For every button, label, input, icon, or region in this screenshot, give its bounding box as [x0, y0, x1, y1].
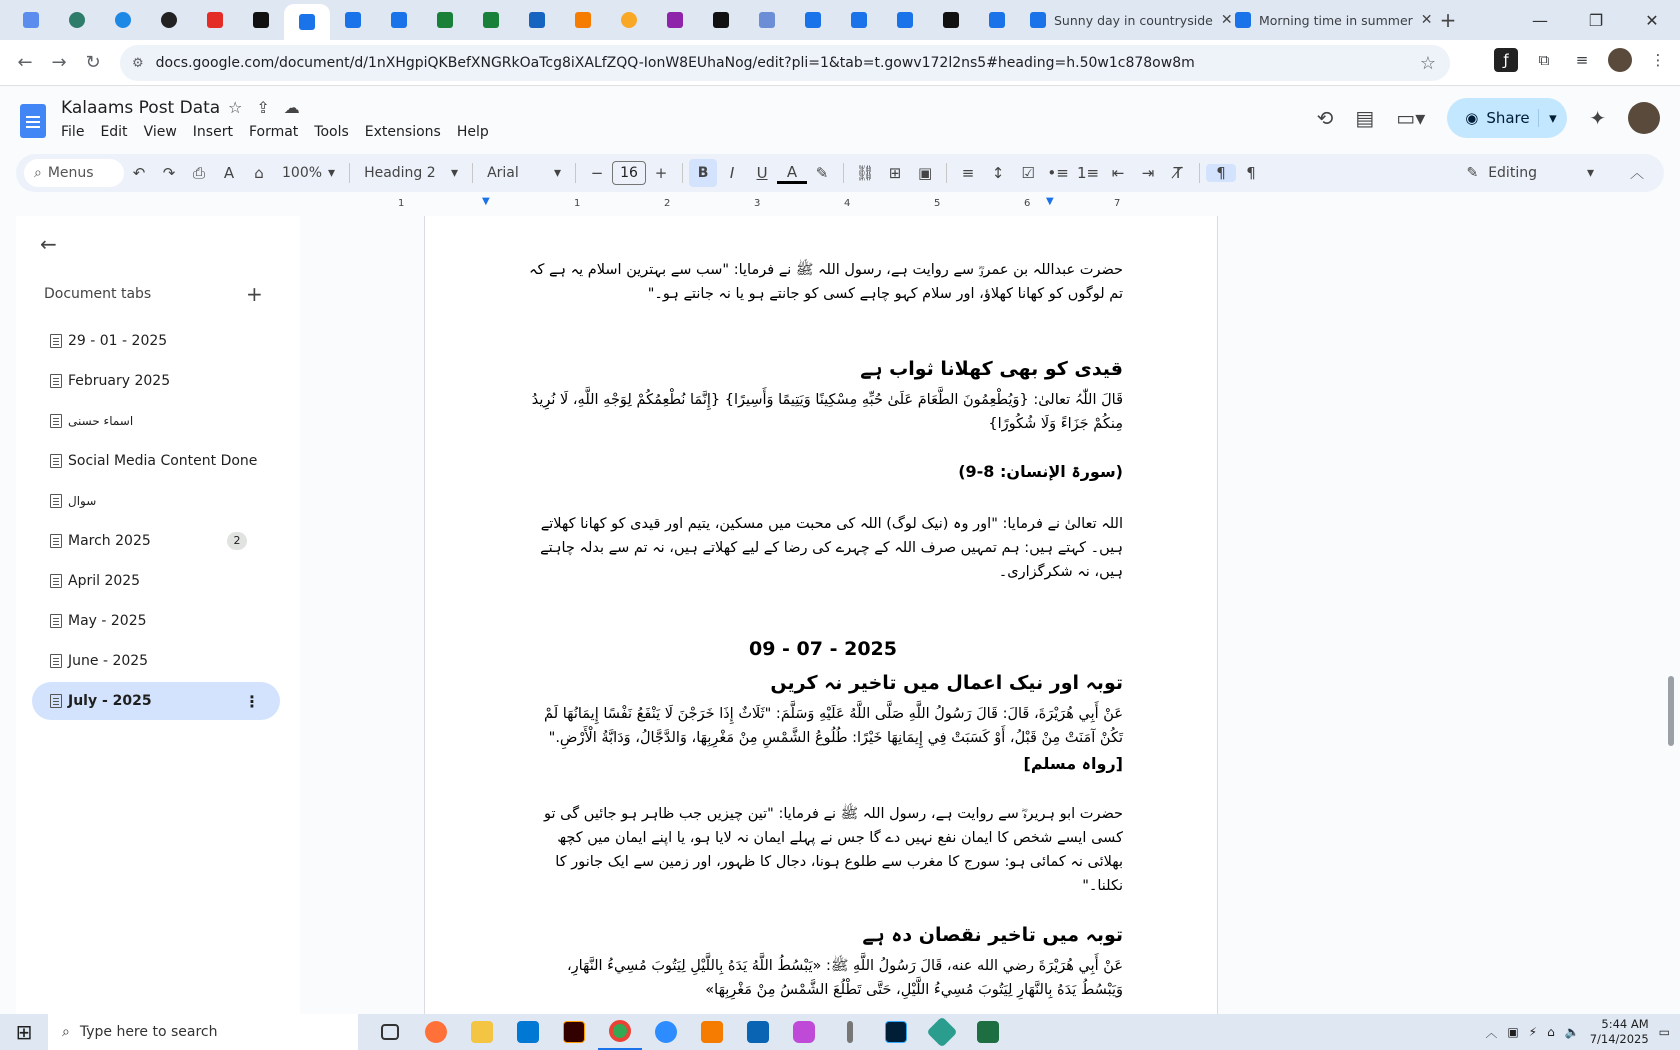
media-icon[interactable]: ≡: [1575, 51, 1589, 69]
share-dropdown-icon[interactable]: ▾: [1538, 109, 1568, 127]
restore-icon[interactable]: ❐: [1588, 10, 1604, 30]
paragraph[interactable]: حضرت عبداللہ بن عمروؓ سے روایت ہے، رسول اللہ ﷺ نے فرمایا: "سب سے بہترین اسلام یہ ہے کہ تم لوگوں کو کھانا کھلاؤ، اور سلام کہو چاہے کسی کو جانتے ہو یا نہ جانتے ہو۔": [529, 262, 1123, 302]
text-color-icon[interactable]: A: [777, 163, 807, 184]
more-options-icon[interactable]: ⋮: [244, 691, 260, 711]
file-explorer-icon[interactable]: [460, 1014, 504, 1050]
decrease-indent-icon[interactable]: ⇤: [1111, 164, 1125, 182]
docs-logo-icon[interactable]: [20, 104, 46, 138]
heading[interactable]: توبہ میں تاخیر نقصان دہ ہے: [862, 924, 1123, 946]
docs-header: [0, 86, 1680, 152]
address-bar-row: [0, 40, 1680, 86]
heading[interactable]: [رواہ مسلم]: [1023, 754, 1123, 773]
date-heading[interactable]: 09 - 07 - 2025: [749, 638, 897, 660]
ruler-mark: 3: [754, 198, 761, 209]
pinned-tab-21[interactable]: [928, 4, 974, 36]
print-icon[interactable]: ⎙: [192, 164, 205, 182]
reload-icon[interactable]: ↻: [85, 52, 101, 73]
document-icon: [50, 694, 62, 708]
sheets-tab-1[interactable]: [422, 4, 468, 36]
highlight-icon[interactable]: ✎: [815, 164, 829, 182]
youtube-tab-icon[interactable]: [192, 4, 238, 36]
pinned-tab-13[interactable]: [560, 4, 606, 36]
sidebar-item[interactable]: [32, 402, 280, 440]
document-icon: [50, 454, 62, 468]
tray-icon-2[interactable]: ⚡: [1528, 1025, 1538, 1039]
browser-tab-2[interactable]: [1225, 4, 1433, 36]
sidebar-item[interactable]: [32, 322, 280, 360]
ruler-mark: 6: [1024, 198, 1031, 209]
app-gradient-icon[interactable]: [782, 1014, 826, 1050]
chrome-menu-icon[interactable]: ⋮: [1650, 51, 1666, 69]
chevron-down-icon: ▾: [451, 165, 459, 181]
sidebar-item[interactable]: [32, 562, 280, 600]
sidebar-item-label: April 2025: [68, 573, 141, 589]
sidebar-item-label: July - 2025: [68, 693, 152, 709]
decrease-font-icon[interactable]: −: [590, 164, 604, 182]
network-icon[interactable]: ⌂: [1547, 1025, 1555, 1039]
photoshop-icon[interactable]: [874, 1014, 918, 1050]
menu-format[interactable]: Format: [248, 124, 299, 140]
minimize-icon[interactable]: —: [1532, 10, 1548, 30]
document-icon: [50, 534, 62, 548]
collapse-toolbar-icon[interactable]: ︿: [1630, 166, 1644, 182]
document-icon: [50, 614, 62, 628]
menus-search[interactable]: [24, 159, 124, 187]
paragraph[interactable]: عَنْ أَبِي هُرَيْرَةَ، قَالَ: قَالَ رَسُولُ اللَّهِ صَلَّى اللَّهُ عَلَيْهِ وَسَلَّمَ: "ثَلَاثٌ إِذَا خَرَجْنَ لَا يَنْفَعُ نَفْسًا إِيمَانُهَا لَمْ تَكُنْ آمَنَتْ مِنْ قَبْلُ، أَوْ كَسَبَتْ فِي إِيمَانِهَا خَيْرًا: طُلُوعُ الشَّمْسِ مِنْ مَغْرِبِهَا، وَالدَّجَّالُ، وَدَابَّةُ الْأَرْضِ.": [544, 706, 1123, 746]
pinned-tab-17[interactable]: [744, 4, 790, 36]
increase-indent-icon[interactable]: ⇥: [1141, 164, 1155, 182]
style-select[interactable]: [356, 165, 466, 181]
paint-format-icon[interactable]: ⌂: [254, 164, 264, 182]
search-icon: ⌕: [34, 165, 42, 181]
docs-tab-active[interactable]: [284, 4, 330, 40]
app-teal-icon[interactable]: [920, 1014, 964, 1050]
share-label: Share: [1486, 109, 1530, 127]
align-icon[interactable]: ≡: [961, 164, 975, 182]
app-orange-icon[interactable]: [690, 1014, 734, 1050]
pinned-tab-12[interactable]: [514, 4, 560, 36]
heading[interactable]: توبہ اور نیک اعمال میں تاخیر نہ کریں: [770, 672, 1123, 694]
indent-marker[interactable]: ▼: [482, 196, 490, 207]
ruler-mark: 1: [398, 198, 405, 209]
tray-icon-1[interactable]: ▣: [1507, 1025, 1519, 1039]
sidebar-item[interactable]: [32, 482, 280, 520]
pinned-tab-1[interactable]: [8, 4, 54, 36]
pinned-tab-4[interactable]: [146, 4, 192, 36]
chevron-down-icon: ▾: [554, 165, 562, 181]
bulleted-list-icon[interactable]: •≡: [1047, 164, 1069, 182]
illustrator-icon[interactable]: [552, 1014, 596, 1050]
menu-insert[interactable]: Insert: [192, 124, 233, 140]
menu-edit[interactable]: Edit: [100, 124, 128, 140]
line-spacing-icon[interactable]: ↕: [991, 164, 1005, 182]
sidebar-item[interactable]: [32, 522, 280, 560]
ruler[interactable]: [396, 198, 1218, 216]
menu-bar: [61, 124, 489, 140]
editing-mode-select[interactable]: [1466, 165, 1594, 181]
gemini-icon[interactable]: ✦: [1589, 106, 1606, 130]
cloud-icon[interactable]: ☁: [283, 98, 300, 117]
sidebar-item-selected[interactable]: [32, 682, 280, 720]
profile-avatar[interactable]: [1608, 48, 1632, 72]
comments-icon[interactable]: ▤: [1355, 106, 1375, 130]
time: 5:44 AM: [1601, 1017, 1649, 1031]
ruler-mark: 7: [1114, 198, 1121, 209]
docs-icon: [1030, 12, 1046, 28]
pinned-tab-14[interactable]: [606, 4, 652, 36]
ruler-mark: 4: [844, 198, 851, 209]
clock[interactable]: [1590, 1017, 1649, 1047]
scrollbar[interactable]: [1668, 676, 1674, 746]
back-arrow-icon[interactable]: ←: [40, 232, 57, 256]
sidebar-item-label: May - 2025: [68, 613, 147, 629]
close-window-icon[interactable]: ✕: [1645, 10, 1659, 30]
taskbar-search[interactable]: [48, 1014, 358, 1050]
ruler-mark: 2: [664, 198, 671, 209]
style-value: Heading 2: [364, 165, 436, 181]
extension-icon[interactable]: ƒ: [1494, 48, 1518, 72]
zoom-select[interactable]: [274, 165, 343, 181]
meet-icon[interactable]: ▭▾: [1396, 106, 1426, 130]
spellcheck-icon[interactable]: A: [223, 164, 235, 182]
chevron-down-icon: ▾: [1586, 165, 1594, 181]
sidebar-item[interactable]: [32, 362, 280, 400]
sidebar-item[interactable]: [32, 442, 280, 480]
add-tab-icon[interactable]: +: [246, 282, 263, 306]
paragraph[interactable]: اللہ تعالیٰ نے فرمایا: "اور وہ (نیک لوگ) اللہ کی محبت میں مسکین، یتیم اور قیدی کو کھانا کھلاتے ہیں۔ کہتے ہیں: ہم تمہیں صرف اللہ کے چہرے کی رضا کے لیے کھلاتے ہیں، نہ تم سے بدلہ چاہتے ہیں، نہ شکرگزاری۔: [540, 516, 1123, 580]
increase-font-icon[interactable]: +: [654, 164, 668, 182]
sidebar-item[interactable]: [32, 642, 280, 680]
pinned-tab-2[interactable]: [54, 4, 100, 36]
clear-formatting-icon[interactable]: T̸: [1173, 164, 1183, 182]
document-icon: [50, 374, 62, 388]
tab-title: Morning time in summer: [1259, 12, 1413, 28]
heading[interactable]: (سورۃ الإنسان: 8-9): [958, 462, 1123, 481]
bold-icon[interactable]: B: [689, 159, 717, 187]
link-icon[interactable]: ⛓: [855, 164, 875, 182]
sidebar-item-label: February 2025: [68, 373, 171, 389]
chrome-icon[interactable]: [598, 1014, 642, 1050]
checklist-icon[interactable]: ☑: [1021, 164, 1035, 182]
firefox-icon[interactable]: [414, 1014, 458, 1050]
docs-icon: [1235, 12, 1251, 28]
italic-icon[interactable]: I: [729, 164, 735, 182]
windows-start-icon[interactable]: ⊞: [15, 1020, 33, 1044]
forward-icon[interactable]: →: [51, 52, 67, 73]
extensions-puzzle-icon[interactable]: ⧉: [1538, 51, 1550, 69]
date: 7/14/2025: [1589, 1032, 1649, 1046]
document-icon: [50, 414, 62, 428]
pinned-tab-16[interactable]: [698, 4, 744, 36]
new-tab-button[interactable]: +: [1439, 8, 1457, 32]
back-icon[interactable]: ←: [17, 52, 33, 73]
document-icon: [50, 494, 62, 508]
search-icon: ⌕: [62, 1024, 70, 1040]
menus-label: Menus: [47, 165, 94, 181]
document-page[interactable]: [424, 216, 1218, 1014]
excel-icon[interactable]: [966, 1014, 1010, 1050]
count-badge: 2: [227, 532, 247, 550]
share-button[interactable]: [1447, 98, 1567, 138]
font-value: Arial: [487, 165, 519, 181]
volume-icon[interactable]: 🔈: [1564, 1025, 1580, 1039]
sidebar-item-label: March 2025: [68, 533, 151, 549]
redo-icon[interactable]: ↷: [162, 164, 176, 182]
pinned-tab-3[interactable]: [100, 4, 146, 36]
sheets-tab-2[interactable]: [468, 4, 514, 36]
editing-label: Editing: [1488, 165, 1537, 181]
document-title[interactable]: Kalaams Post Data: [61, 98, 221, 118]
menu-file[interactable]: File: [61, 124, 85, 140]
underline-icon[interactable]: U: [756, 164, 768, 182]
pinned-tab-19[interactable]: [836, 4, 882, 36]
ltr-icon[interactable]: ¶: [1206, 164, 1236, 182]
site-info-icon[interactable]: ⚙: [132, 55, 144, 71]
rtl-icon[interactable]: ¶: [1246, 164, 1256, 182]
font-select[interactable]: [479, 165, 569, 181]
pinned-tab-6[interactable]: [238, 4, 284, 36]
ruler-mark: 5: [934, 198, 941, 209]
zoom-icon[interactable]: [644, 1014, 688, 1050]
windows-taskbar: [0, 1014, 1680, 1050]
pinned-tab-20[interactable]: [882, 4, 928, 36]
paragraph[interactable]: حضرت ابو ہریرہؓ سے روایت ہے، رسول اللہ ﷺ نے فرمایا: "تین چیزیں جب ظاہر ہو جائیں گی تو کسی ایسے شخص کا ایمان نفع نہیں دے گا جس نے پہلے ایمان نہ لایا ہو، یا اپنے ایمان میں کچھ بھلائی نہ کمائی ہو: سورج کا مغرب سے طلوع ہونا، دجال کا ظہور، اور زمین سے ایک جانور کا نکلنا۔": [544, 806, 1123, 894]
heading[interactable]: قیدی کو بھی کھلانا ثواب ہے: [860, 358, 1123, 380]
search-placeholder: Type here to search: [79, 1024, 218, 1040]
document-tabs-heading: Document tabs: [44, 286, 152, 302]
menu-tools[interactable]: Tools: [314, 124, 349, 140]
url-bar[interactable]: [120, 45, 1450, 81]
notifications-icon[interactable]: ▭: [1658, 1025, 1670, 1039]
formatting-toolbar: [16, 154, 1664, 192]
image-icon[interactable]: ▣: [917, 164, 933, 182]
sidebar-item-label: Social Media Content Done: [68, 453, 258, 469]
sidebar-item-label: June - 2025: [68, 653, 149, 669]
pinned-tab-22[interactable]: [974, 4, 1020, 36]
task-view-icon[interactable]: [368, 1014, 412, 1050]
paragraph[interactable]: قَالَ اللّٰہُ تعالیٰ: {وَيُطْعِمُونَ الطَّعَامَ عَلَىٰ حُبِّهِ مِسْكِينًا وَيَتِيمًا وَأَسِيرًا} {إِنَّمَا نُطْعِمُكُمْ لِوَجْهِ اللَّهِ، لَا نُرِيدُ مِنكُمْ جَزَاءً وَلَا شُكُورًا}: [531, 392, 1123, 432]
ruler-mark: 1: [574, 198, 581, 209]
add-comment-icon[interactable]: ⊞: [888, 164, 902, 182]
chevron-down-icon: ▾: [328, 165, 336, 181]
browser-tab-bar: [0, 0, 1680, 40]
sidebar-item-label: سوال: [68, 494, 97, 508]
close-icon[interactable]: ✕: [1420, 12, 1433, 28]
document-icon: [50, 574, 62, 588]
browser-tab-1[interactable]: [1020, 4, 1233, 36]
url-text[interactable]: docs.google.com/document/d/1nXHgpiQKBefXNGRkOaTcg8iXALfZQQ-IonW8EUhaNog/edit?pli=1&tab=t.gowv172l2ns5#heading=h.50w1c878ow8m: [155, 55, 1195, 71]
font-size-input[interactable]: 16: [612, 161, 646, 185]
sidebar-item[interactable]: [32, 602, 280, 640]
sidebar-item-label: 29 - 01 - 2025: [68, 333, 168, 349]
close-icon[interactable]: ✕: [1220, 12, 1233, 28]
right-indent-marker[interactable]: ▼: [1046, 196, 1054, 207]
docs-tab-2[interactable]: [330, 4, 376, 36]
zoom-value: 100%: [282, 165, 323, 181]
pen-tool-icon[interactable]: [828, 1014, 872, 1050]
outlook-icon[interactable]: [736, 1014, 780, 1050]
pinned-tab-15[interactable]: [652, 4, 698, 36]
pencil-icon: ✎: [1466, 165, 1479, 181]
document-tabs-sidebar: [16, 216, 300, 1014]
tray-chevron-icon[interactable]: ︿: [1485, 1025, 1498, 1040]
move-icon[interactable]: ⇪: [256, 98, 270, 117]
avatar[interactable]: [1628, 102, 1660, 134]
menu-help[interactable]: Help: [456, 124, 489, 140]
menu-extensions[interactable]: Extensions: [364, 124, 441, 140]
pinned-tab-18[interactable]: [790, 4, 836, 36]
star-icon[interactable]: ☆: [228, 98, 243, 117]
docs-tab-3[interactable]: [376, 4, 422, 36]
paragraph[interactable]: عَنْ أَبِي هُرَيْرَةَ رضي الله عنه، قَالَ رَسُولُ اللَّهِ ﷺ: «يَبْسُطُ اللَّهُ يَدَهُ بِاللَّيْلِ لِيَتُوبَ مُسِيءُ النَّهَارِ، وَيَبْسُطُ يَدَهُ بِالنَّهَارِ لِيَتُوبَ مُسِيءُ اللَّيْلِ، حَتَّى تَطْلُعَ الشَّمْسُ مِنْ مَغْرِبِهَا»: [566, 958, 1123, 998]
globe-icon: ◉: [1465, 109, 1479, 127]
document-icon: [50, 654, 62, 668]
undo-icon[interactable]: ↶: [132, 164, 146, 182]
history-icon[interactable]: ⟲: [1316, 106, 1334, 130]
document-icon: [50, 334, 62, 348]
numbered-list-icon[interactable]: 1≡: [1077, 164, 1100, 182]
vscode-icon[interactable]: [506, 1014, 550, 1050]
bookmark-star-icon[interactable]: ☆: [1419, 52, 1436, 74]
tab-title: Sunny day in countryside: [1054, 12, 1213, 28]
sidebar-item-label: اسماء حسنی: [68, 414, 134, 428]
menu-view[interactable]: View: [143, 124, 177, 140]
